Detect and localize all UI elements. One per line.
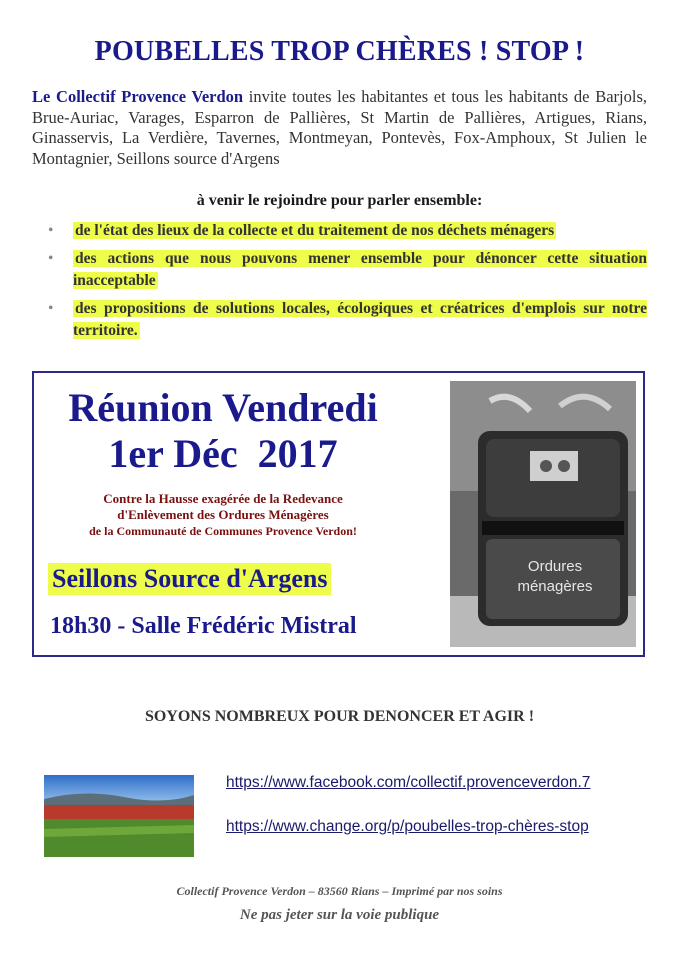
meeting-box bbox=[32, 371, 645, 657]
topic-text: des propositions de solutions locales, écologiques et créatrices d'emplois sur notre territoire. bbox=[73, 300, 647, 339]
cause-line2: d'Enlèvement des Ordures Ménagères bbox=[117, 507, 329, 522]
meeting-date: 1er Déc 2017 bbox=[108, 431, 338, 476]
invite-line: à venir le rejoindre pour parler ensemble: bbox=[196, 192, 483, 209]
cause-line1: Contre la Hausse exagérée de la Redevance bbox=[103, 491, 343, 506]
slogan: SOYONS NOMBREUX POUR DENONCER ET AGIR ! bbox=[144, 708, 535, 725]
trash-bin-photo bbox=[450, 381, 636, 647]
footer-notice: Ne pas jeter sur la voie publique bbox=[239, 907, 440, 923]
intro-paragraph bbox=[32, 87, 647, 169]
landscape-photo bbox=[44, 775, 194, 857]
bullet-icon: • bbox=[48, 222, 54, 239]
cause-line3: de la Communauté de Communes Provence Verdon! bbox=[89, 524, 357, 538]
facebook-link[interactable]: https://www.facebook.com/collectif.provenceverdon.7 bbox=[226, 774, 591, 791]
topic-item bbox=[32, 220, 647, 242]
page-title: POUBELLES TROP CHÈRES ! STOP ! bbox=[94, 36, 585, 67]
topic-item bbox=[32, 298, 647, 342]
meeting-title-line1: Réunion Vendredi bbox=[68, 385, 378, 430]
topics-list bbox=[32, 220, 647, 348]
meeting-time: 18h30 - Salle Frédéric Mistral bbox=[50, 613, 357, 639]
topic-item bbox=[32, 248, 647, 292]
topic-text: de l'état des lieux de la collecte et du traitement de nos déchets ménagers bbox=[75, 222, 555, 239]
topic-text: des actions que nous pouvons mener ensemble pour dénoncer cette situation inacceptable bbox=[73, 250, 647, 289]
meeting-place: Seillons Source d'Argens bbox=[48, 563, 331, 595]
bin-label-line1: Ordures bbox=[527, 558, 583, 575]
bullet-icon: • bbox=[48, 250, 54, 267]
bin-label-line2: ménagères bbox=[517, 578, 593, 595]
change-petition-link[interactable]: https://www.change.org/p/poubelles-trop-chères-stop bbox=[226, 818, 589, 835]
footer-credit: Collectif Provence Verdon – 83560 Rians – Imprimé par nos soins bbox=[176, 884, 503, 898]
bullet-icon: • bbox=[48, 300, 54, 317]
meeting-title bbox=[34, 385, 412, 477]
organization-name: Le Collectif Provence Verdon bbox=[32, 87, 244, 106]
meeting-cause bbox=[34, 491, 412, 539]
intro-text: invite toutes les habitantes et tous les habitants de Barjols, Brue-Auriac, Varages, Esparron de Pallières, St Martin de Pallières, Artigues, Rians, Ginasservis, La Verdière, Tavernes, Montmeyan, Pontevès, Fox-Amphoux, St Julien le Montagnier, Seillons source d'Argens bbox=[32, 87, 647, 168]
